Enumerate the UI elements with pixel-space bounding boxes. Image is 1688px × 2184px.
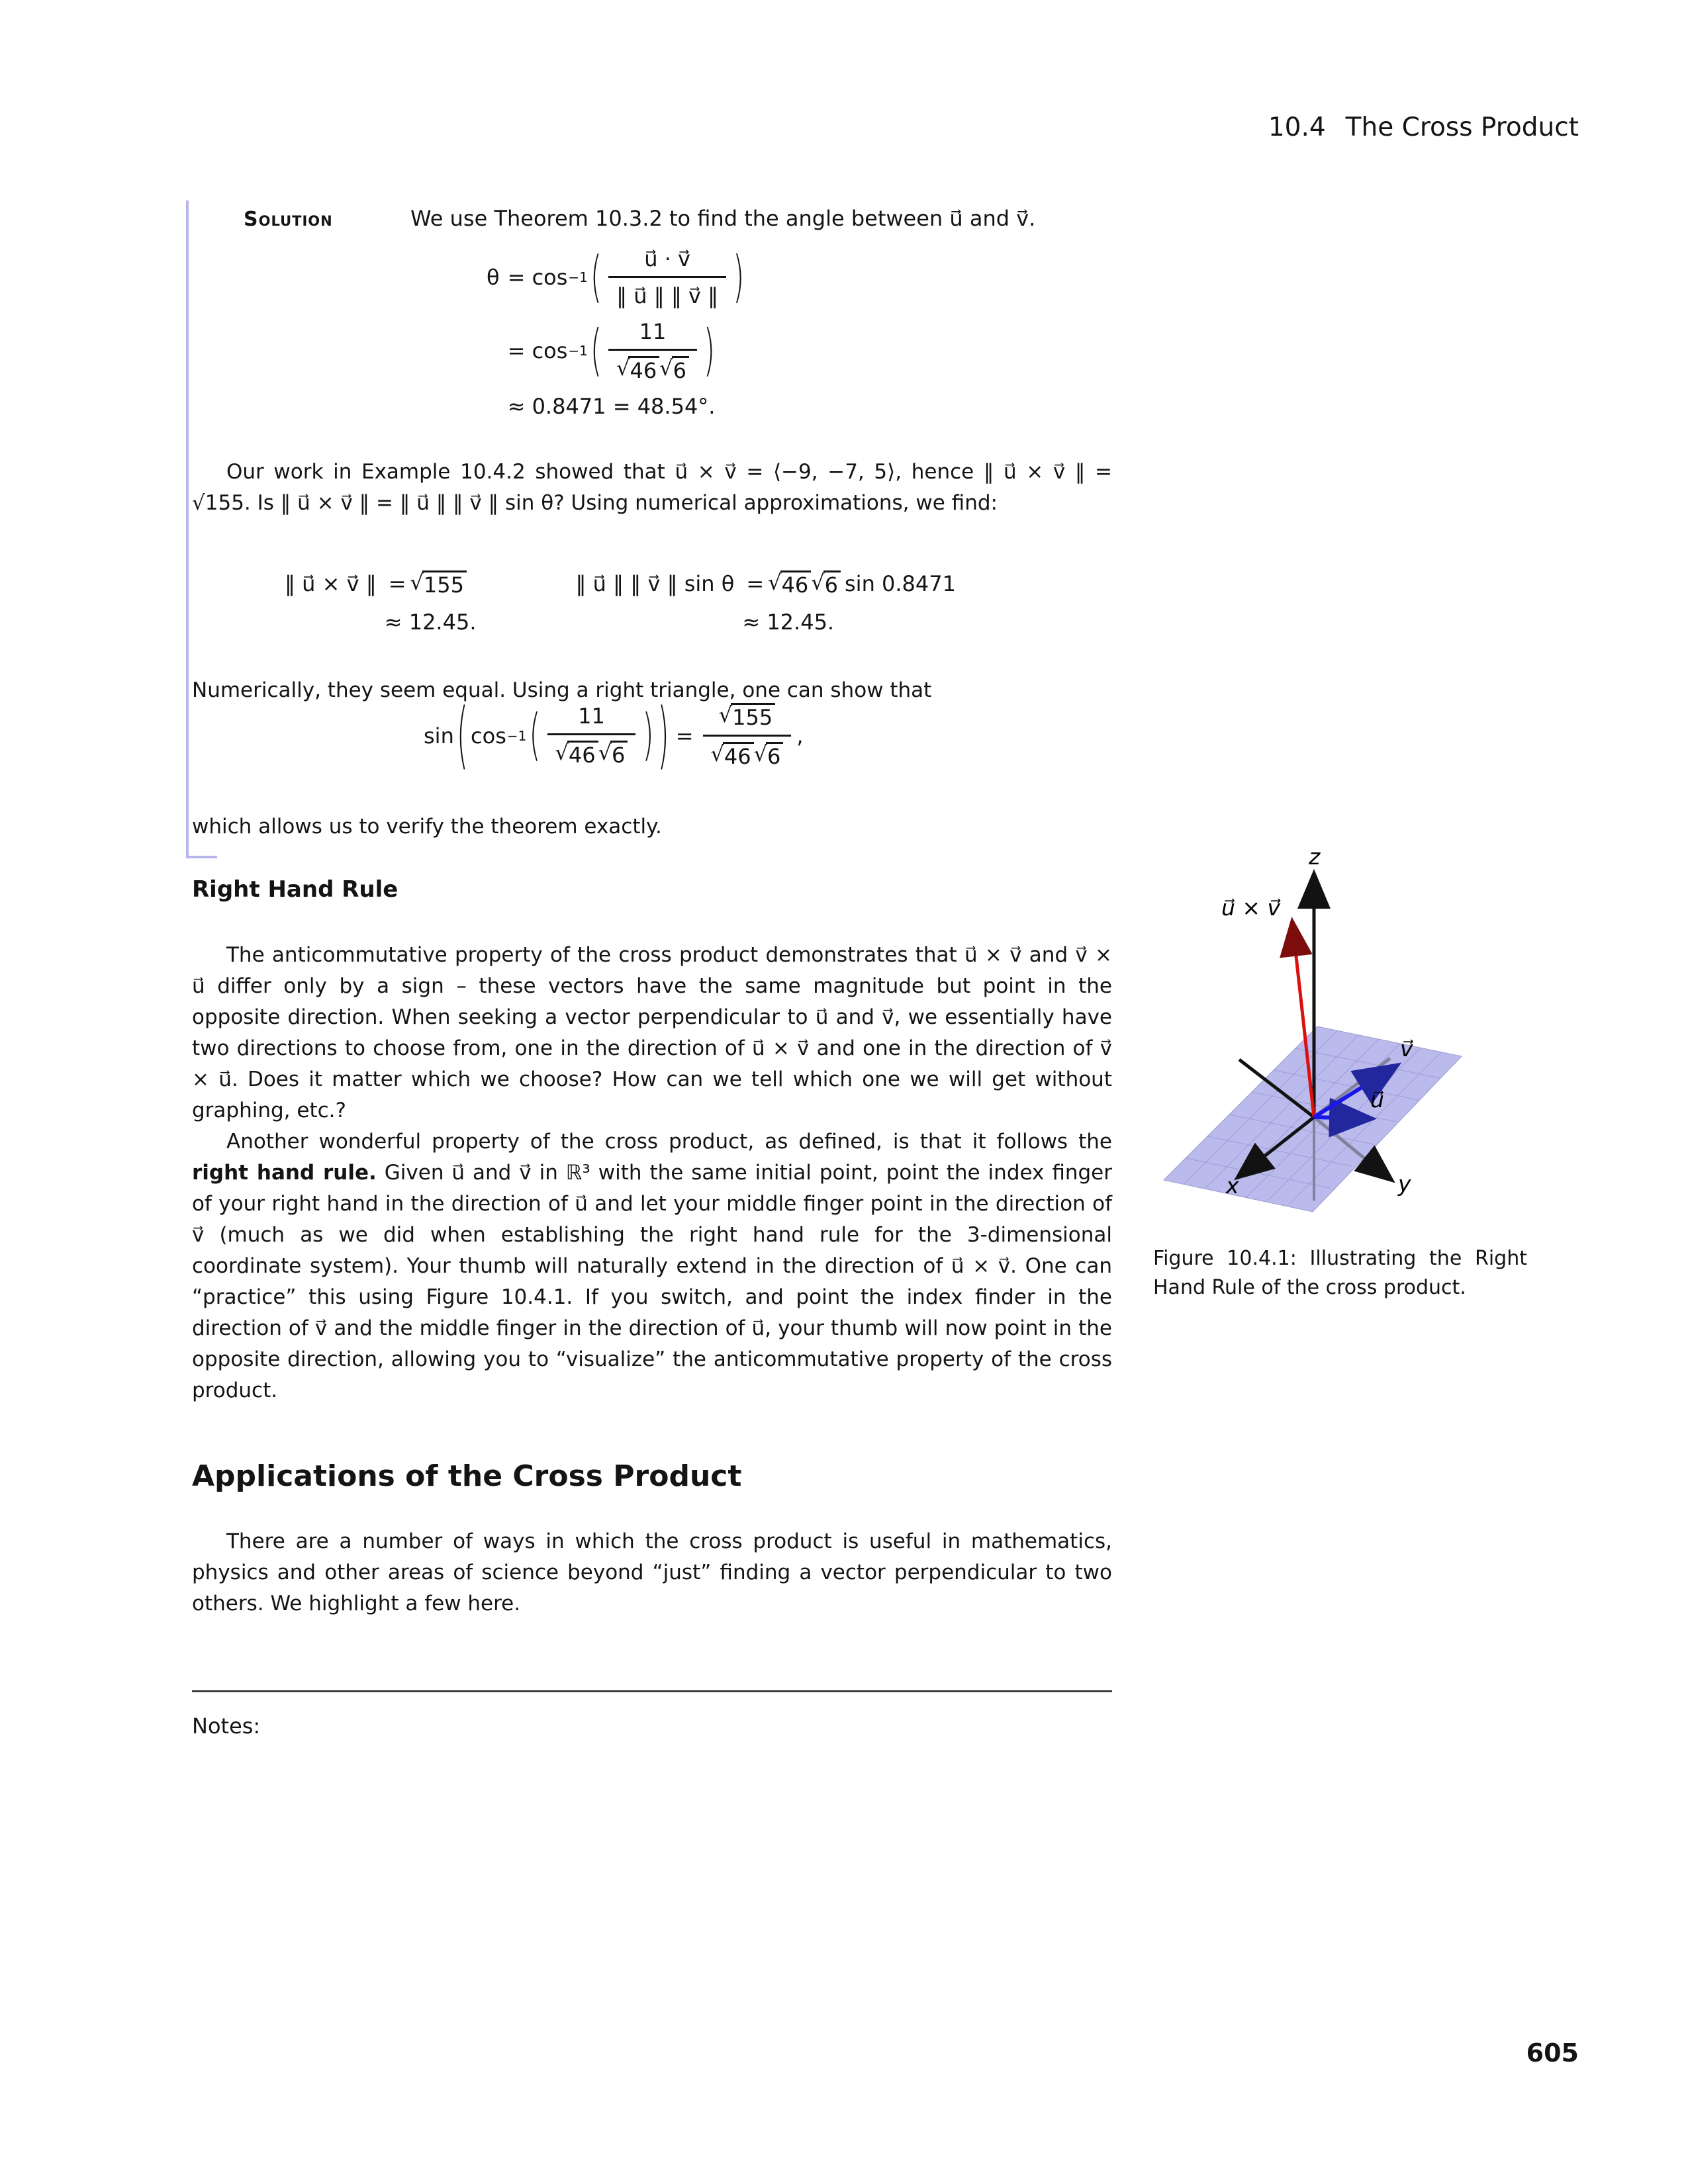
eq-theta-result: ≈ 0.8471 = 48.54°.: [507, 393, 716, 419]
x-axis-label: x: [1226, 1173, 1239, 1199]
notes-label: Notes:: [192, 1713, 261, 1739]
sqrt-46: √ 46: [711, 742, 754, 769]
eq-theta-rhs-1: = cos −1 ( $\frac{u⃗ \cdot v⃗}{‖ u⃗ ‖ ‖ v⃗ ‖}$ ): [507, 245, 745, 310]
example-rule-bar: [186, 201, 189, 857]
v-vector-label: v⃗: [1400, 1036, 1413, 1062]
sqrt-46: √ 46: [616, 356, 659, 383]
fraction: 11 √ 46 √ 6: [547, 704, 636, 768]
sqrt-6: √ 6: [754, 742, 784, 769]
u-cross-v-label: u⃗ × v⃗: [1221, 895, 1281, 921]
sqrt-6: √ 6: [598, 741, 628, 768]
right-paren: ): [733, 245, 745, 310]
example-rule-foot: [186, 856, 217, 858]
notes-divider: [192, 1690, 1112, 1692]
heading-right-hand-rule: Right Hand Rule: [192, 876, 399, 903]
y-axis-label: y: [1398, 1171, 1411, 1197]
equation-verify-left: ‖ u⃗ × v⃗ ‖ = √ 155 ≈ 12.45.: [285, 570, 477, 635]
equation-sin-verify: sin ( cos −1 ( 11 √ 46 √ 6 ) ) = √ 155 √ 46 √ 6 ,: [424, 694, 804, 778]
left-paren: (: [529, 704, 541, 768]
fraction: [703, 703, 792, 769]
right-hand-rule-term: right hand rule.: [192, 1161, 377, 1185]
heading-applications: Applications of the Cross Product: [192, 1459, 742, 1493]
page-number: 605: [1526, 2038, 1579, 2068]
paragraph-work: Our work in Example 10.4.2 showed that u⃗ × v⃗ = ⟨−9, −7, 5⟩, hence ‖ u⃗ × v⃗ ‖ = √155. Is ‖ u⃗ × v⃗ ‖ = ‖ u⃗ ‖ ‖ v⃗ ‖ sin θ? Using numerical approximations, we find:: [192, 460, 1112, 515]
cos-inverse: = cos: [507, 338, 568, 364]
paragraph-anticommutative: The anticommutative property of the cross product demonstrates that u⃗ × v⃗ and v⃗ × u⃗ differ only by a sign – these vectors have the same magnitude but point in the opposite direction. When seeking a vector perpendicular to u⃗ and v⃗, we essentially have two directions to choose from, one in the direction of u⃗ × v⃗ and one in the direction of v⃗ × u⃗. Does it matter which we choose? How can we tell which one we will get without graphing, etc.?: [192, 943, 1112, 1122]
paragraph-verify-exact: which allows us to verify the theorem exactly.: [192, 815, 662, 839]
approx-value: ≈ 12.45.: [384, 609, 477, 635]
equals-sign: =: [675, 723, 694, 749]
equation-theta-stack: [487, 246, 745, 419]
right-hand-rule-text: [192, 940, 1112, 1406]
section-title: The Cross Product: [1345, 113, 1579, 142]
sin-function: sin: [424, 723, 454, 749]
sqrt-46: √ 46: [768, 570, 811, 598]
right-paren: ): [657, 694, 669, 778]
fraction: $\frac{u⃗ \cdot v⃗}{‖ u⃗ ‖ ‖ v⃗ ‖}$: [608, 246, 726, 308]
sqrt-6: √ 6: [659, 356, 689, 383]
u-vector: [1314, 1117, 1365, 1118]
left-paren: (: [590, 318, 602, 383]
figure-right-hand-rule: [1152, 833, 1628, 1250]
figure-caption-text: Illustrating the Right Hand Rule of the cross product.: [1153, 1247, 1527, 1299]
figure-caption-label: Figure 10.4.1:: [1153, 1247, 1297, 1270]
solution-intro: We use Theorem 10.3.2 to find the angle between u⃗ and v⃗.: [410, 206, 1036, 231]
fraction: 11 √ 46 √ 6: [608, 319, 697, 383]
z-axis-label: z: [1309, 844, 1321, 870]
section-number: 10.4: [1268, 113, 1326, 142]
right-paren: ): [703, 318, 716, 383]
u-vector-label: u⃗: [1370, 1087, 1384, 1113]
sqrt-155: √ 155: [719, 703, 775, 730]
comma: ,: [796, 723, 804, 749]
cos-function: cos: [471, 723, 506, 749]
y-axis: [1364, 1158, 1387, 1177]
eq-theta-lhs: θ: [487, 265, 500, 290]
right-paren: ): [642, 704, 654, 768]
sqrt-155: √ 155: [410, 570, 467, 598]
equation-verify-right: ‖ u⃗ ‖ ‖ v⃗ ‖ sin θ = √ 46 √ 6 sin 0.8471 ≈ 12.45.: [575, 570, 956, 635]
sqrt-46: √ 46: [555, 741, 598, 768]
equation-verify-pair: [285, 570, 960, 635]
left-paren: (: [590, 245, 602, 310]
approx-value: ≈ 12.45.: [742, 609, 835, 635]
solution-label: Solution: [244, 208, 333, 231]
eq-theta-rhs-2: = cos −1 ( 11 √ 46 √ 6 ): [507, 318, 716, 383]
equals-sign: =: [388, 571, 406, 597]
cos-inverse: = cos: [507, 265, 568, 290]
equals-sign: =: [746, 571, 765, 597]
paragraph-numerically: Numerically, they seem equal. Using a right triangle, one can show that: [192, 678, 932, 702]
figure-caption: [1153, 1244, 1527, 1302]
running-head: [1268, 113, 1579, 142]
paragraph-right-hand-rule: Another wonderful property of the cross product, as defined, is that it follows the right hand rule. Given u⃗ and v⃗ in ℝ³ with the same initial point, point the index finger of your right hand in the direction of u⃗ and let your middle finger point in the direction of v⃗ (much as we did when establishing the right hand rule for the 3-dimensional coordinate system). Your thumb will naturally extend in the direction of u⃗ × v⃗. One can “practice” this using Figure 10.4.1. If you switch, and point the index finder in the direction of v⃗ and the middle finger in the direction of u⃗, your thumb will now point in the opposite direction, allowing you to “visualize” the anticommutative property of the cross product.: [192, 1130, 1112, 1402]
sqrt-6: √ 6: [811, 570, 841, 598]
left-paren: (: [456, 694, 469, 778]
paragraph-applications: There are a number of ways in which the cross product is useful in mathematics, physics and other areas of science beyond “just” finding a vector perpendicular to two others. We highlight a few here.: [192, 1529, 1112, 1615]
